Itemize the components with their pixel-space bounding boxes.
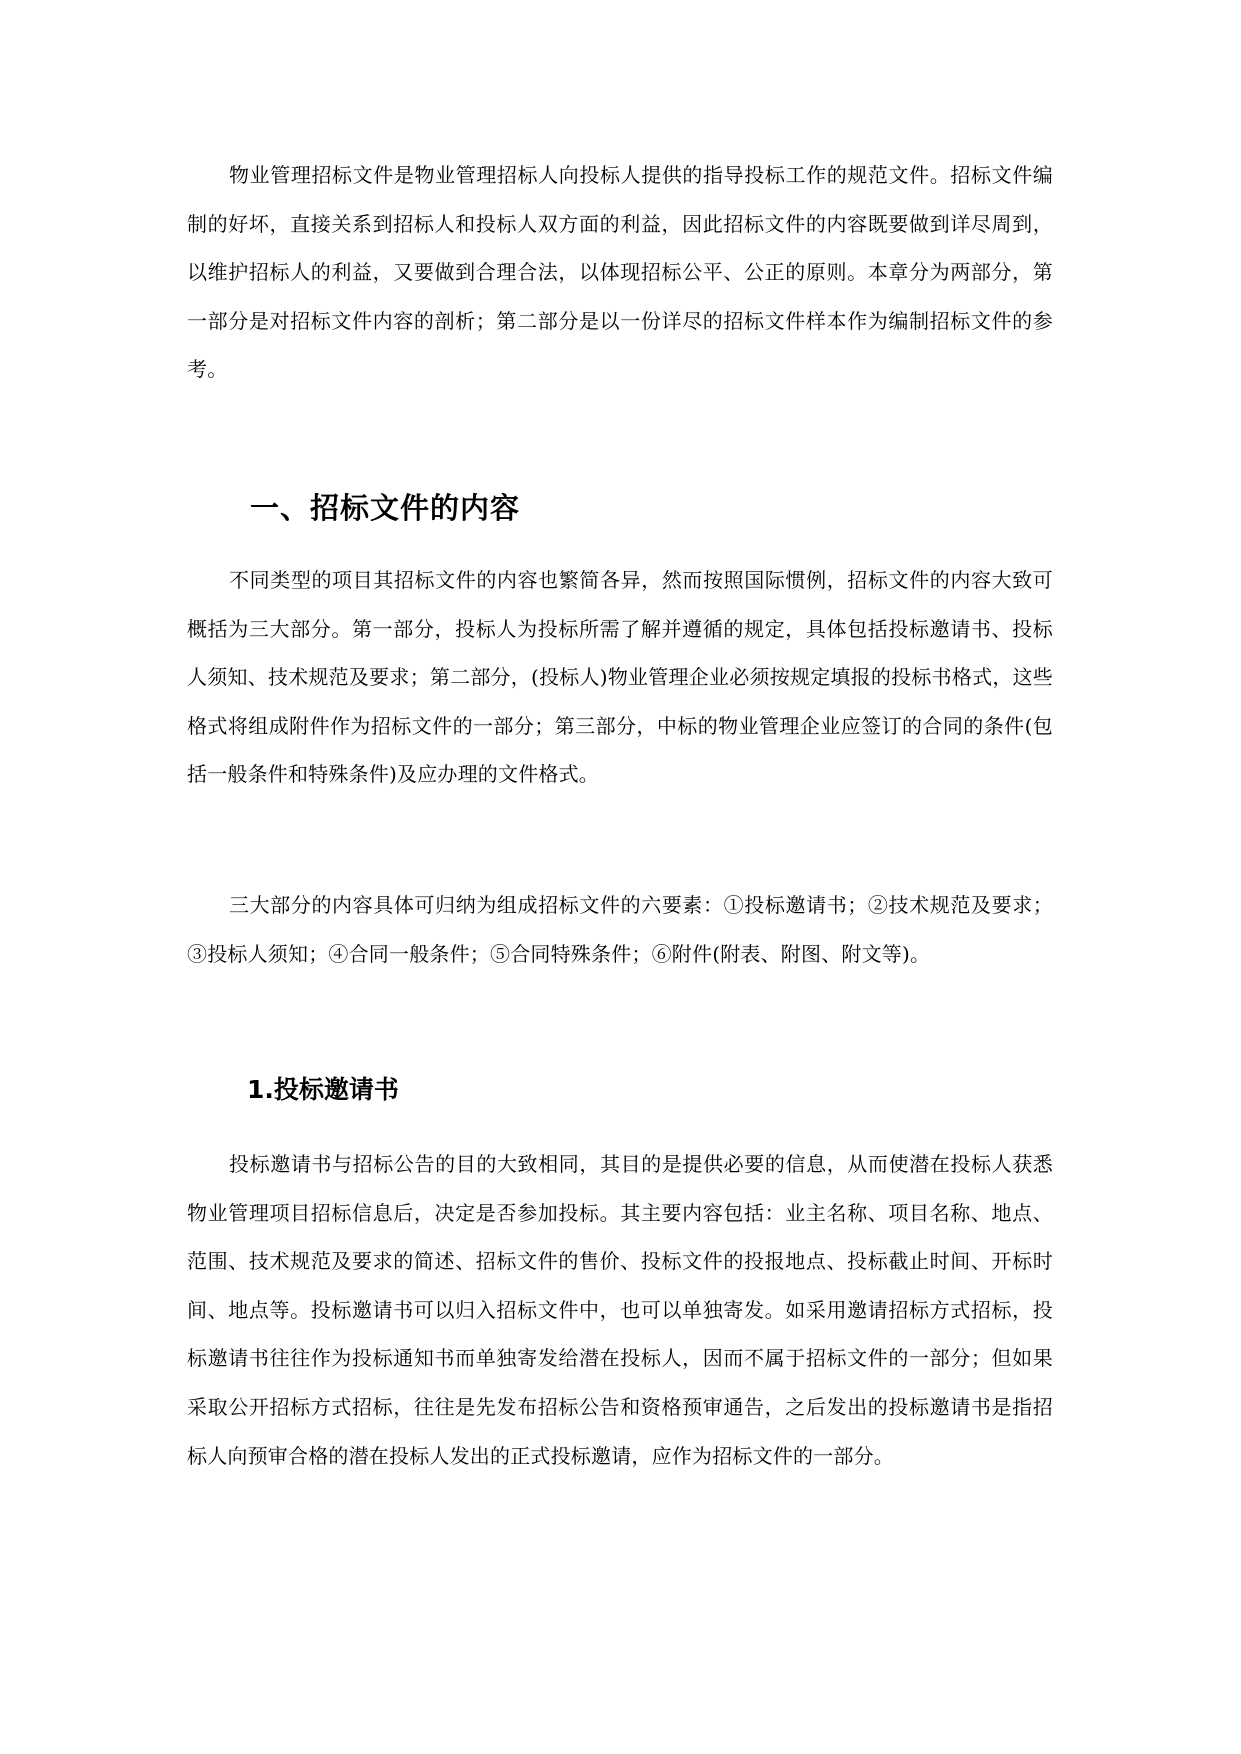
- intro-paragraph: 物业管理招标文件是物业管理招标人向投标人提供的指导投标工作的规范文件。招标文件编制的好坏，直接关系到招标人和投标人双方面的利益，因此招标文件的内容既要做到详尽周到，以维护招标人的利益，又要做到合理合法，以体现招标公平、公正的原则。本章分为两部分，第一部分是对招标文件内容的剖析；第二部分是以一份详尽的招标文件样本作为编制招标文件的参考。: [187, 163, 1053, 382]
- subsection-heading-invitation: 1.投标邀请书: [247, 1075, 399, 1104]
- invitation-paragraph: 投标邀请书与招标公告的目的大致相同，其目的是提供必要的信息，从而使潜在投标人获悉物业管理项目招标信息后，决定是否参加投标。其主要内容包括：业主名称、项目名称、地点、范围、技术规范及要求的简述、招标文件的售价、投标文件的投报地点、投标截止时间、开标时间、地点等。投标邀请书可以归入招标文件中，也可以单独寄发。如采用邀请招标方式招标，投标邀请书往往作为投标通知书而单独寄发给潜在投标人，因而不属于招标文件的一部分；但如果采取公开招标方式招标，往往是先发布招标公告和资格预审通告，之后发出的投标邀请书是指招标人向预审合格的潜在投标人发出的正式投标邀请，应作为招标文件的一部分。: [187, 1152, 1053, 1468]
- six-elements-paragraph: 三大部分的内容具体可归纳为组成招标文件的六要素：①投标邀请书；②技术规范及要求；③投标人须知；④合同一般条件；⑤合同特殊条件；⑥附件(附表、附图、附文等)。: [187, 893, 1053, 966]
- contents-paragraph: 不同类型的项目其招标文件的内容也繁简各异，然而按照国际惯例，招标文件的内容大致可概括为三大部分。第一部分，投标人为投标所需了解并遵循的规定，具体包括投标邀请书、投标人须知、技术规范及要求；第二部分，(投标人)物业管理企业必须按规定填报的投标书格式，这些格式将组成附件作为招标文件的一部分；第三部分，中标的物业管理企业应签订的合同的条件(包括一般条件和特殊条件)及应办理的文件格式。: [187, 568, 1053, 787]
- section-heading-contents: 一、招标文件的内容: [250, 491, 521, 525]
